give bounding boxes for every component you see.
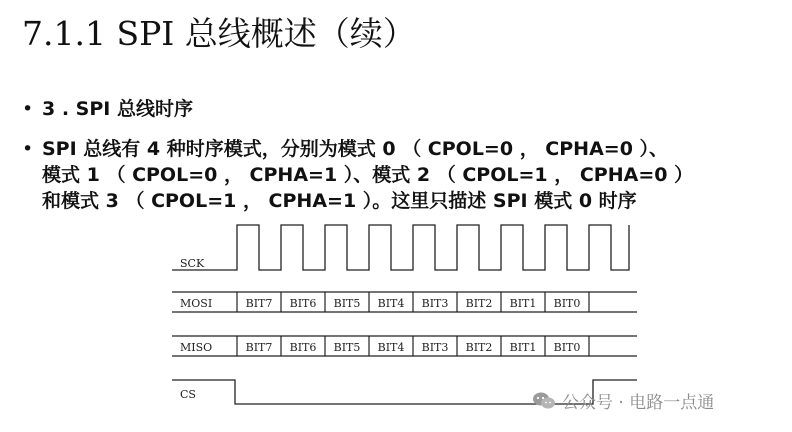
mosi-bit-label: BIT3 xyxy=(421,297,449,310)
signal-label-mosi: MOSI xyxy=(180,297,213,310)
miso-bit-label: BIT1 xyxy=(509,341,537,354)
mosi-bit-label: BIT5 xyxy=(333,297,361,310)
mosi-bit-label: BIT4 xyxy=(377,297,405,310)
sck-waveform xyxy=(172,225,629,270)
mosi-bit-label: BIT2 xyxy=(465,297,493,310)
miso-bit-label: BIT0 xyxy=(553,341,581,354)
miso-bit-label: BIT7 xyxy=(245,341,273,354)
signal-label-sck: SCK xyxy=(180,257,205,270)
bullet-text-line-1: SPI 总线有 4 种时序模式，分别为模式 0 （ CPOL=0 ， CPHA=0 ）、 xyxy=(42,138,669,160)
mosi-bit-label: BIT6 xyxy=(289,297,317,310)
bullet-marker: • xyxy=(22,98,34,120)
miso-bit-label: BIT2 xyxy=(465,341,493,354)
miso-bit-label: BIT5 xyxy=(333,341,361,354)
wechat-icon xyxy=(532,391,556,411)
signal-label-cs: CS xyxy=(180,388,196,401)
miso-bit-label: BIT6 xyxy=(289,341,317,354)
signal-label-miso: MISO xyxy=(180,341,213,354)
bullet-text-line-3: 和模式 3 （ CPOL=1 ， CPHA=1 ）。这里只描述 SPI 模式 0 时序 xyxy=(42,190,637,212)
watermark xyxy=(532,388,714,413)
mosi-bit-label: BIT0 xyxy=(553,297,581,310)
bullet-text-line-2: 模式 1 （ CPOL=0 ， CPHA=1 ）、模式 2 （ CPOL=1 ， CPHA=0 ） xyxy=(42,164,694,186)
bullet-marker: • xyxy=(22,138,34,160)
page-title: 7.1.1 SPI 总线概述（续） xyxy=(22,14,416,53)
mosi-bit-label: BIT7 xyxy=(245,297,273,310)
bullet-text: 3 . SPI 总线时序 xyxy=(42,98,193,120)
watermark-text: 公众号 · 电路一点通 xyxy=(562,393,715,413)
miso-bit-label: BIT4 xyxy=(377,341,405,354)
miso-bit-label: BIT3 xyxy=(421,341,449,354)
mosi-bit-label: BIT1 xyxy=(509,297,537,310)
